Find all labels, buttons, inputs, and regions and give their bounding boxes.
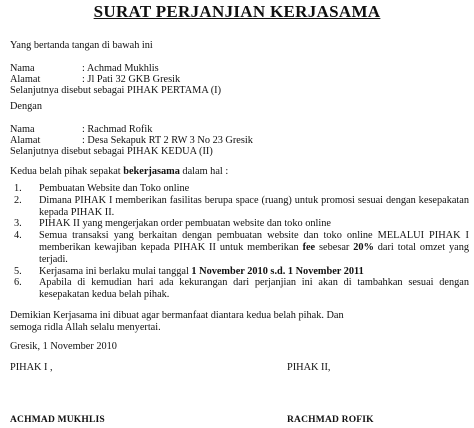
agreement-item — [14, 195, 469, 219]
sign-left-label: PIHAK I , — [10, 362, 53, 373]
agreement-item-text: Pembuatan Website dan Toko online — [39, 183, 190, 194]
party2-name-label: Nama — [10, 124, 35, 135]
agreement-items-list — [14, 183, 469, 301]
party1-name-label: Nama — [10, 63, 35, 74]
agreement-lead-after: dalam hal : — [179, 166, 229, 177]
place-date: Gresik, 1 November 2010 — [10, 341, 117, 352]
party1-address-label: Alamat — [10, 74, 41, 85]
document-title: SURAT PERJANJIAN KERJASAMA — [93, 2, 381, 21]
agreement-lead-bold: bekerjasama — [123, 166, 180, 177]
agreement-item — [14, 218, 469, 230]
agreement-item-text: PIHAK II yang mengerjakan order pembuatan website dan toko online — [39, 218, 331, 230]
intro-text: Yang bertanda tangan di bawah ini — [10, 40, 153, 51]
dengan-text: Dengan — [10, 101, 43, 112]
agreement-item-number: 4. — [14, 230, 22, 242]
agreement-item-text: Semua transaksi yang berkaitan dengan pembuatan website dan toko online MELALUI PIHAK I memberikan kewajiban kepada PIHAK II untuk memberikan — [39, 230, 469, 253]
agreement-item-text: Dimana PIHAK I memberikan fasilitas berupa space (ruang) untuk promosi sesuai dengan kesepakatan kepada PIHAK II. — [39, 194, 469, 218]
agreement-item — [14, 266, 469, 278]
agreement-item — [14, 230, 469, 265]
agreement-item-number: 5. — [14, 265, 22, 277]
agreement-item-number: 3. — [14, 218, 22, 230]
agreement-item-text: 20% — [353, 241, 374, 253]
party2-address-label: Alamat — [10, 135, 41, 146]
party1-note: Selanjutnya disebut sebagai PIHAK PERTAMA (I) — [10, 85, 222, 96]
agreement-lead — [10, 166, 228, 178]
agreement-item-text: Apabila di kemudian hari ada kekurangan dari perjanjian ini akan di tambahkan sesuai dengan kesepakatan kedua belah pihak. — [39, 277, 469, 301]
agreement-item-text: dari total omzet yang terjadi. — [39, 241, 470, 265]
closing-line-2: semoga ridla Allah selalu menyertai. — [10, 322, 161, 333]
party2-note: Selanjutnya disebut sebagai PIHAK KEDUA (II) — [10, 146, 213, 157]
agreement-item-text: Kerjasama ini berlaku mulai tanggal — [39, 265, 192, 277]
party2-name-value: : Rachmad Rofik — [82, 124, 153, 135]
sign-right-name: RACHMAD ROFIK — [287, 415, 374, 425]
agreement-item-text: fee — [302, 241, 316, 253]
agreement-item-text: sebesar — [315, 241, 354, 253]
agreement-item-number: 6. — [14, 277, 22, 289]
agreement-item-number: 1. — [14, 183, 22, 194]
agreement-item — [14, 183, 469, 195]
sign-right-label: PIHAK II, — [287, 362, 331, 373]
party2-address-value: : Desa Sekapuk RT 2 RW 3 No 23 Gresik — [82, 135, 253, 146]
sign-left-name: ACHMAD MUKHLIS — [10, 415, 105, 425]
agreement-item — [14, 277, 469, 301]
party1-address-value: : Jl Pati 32 GKB Gresik — [82, 74, 181, 85]
agreement-item-number: 2. — [14, 194, 22, 206]
agreement-lead-before: Kedua belah pihak sepakat — [10, 166, 124, 177]
agreement-item-text: 1 November 2010 s.d. 1 November 2011 — [191, 265, 364, 277]
party1-name-value: : Achmad Mukhlis — [82, 63, 159, 74]
closing-line-1: Demikian Kerjasama ini dibuat agar bermanfaat diantara kedua belah pihak. Dan — [10, 310, 344, 321]
